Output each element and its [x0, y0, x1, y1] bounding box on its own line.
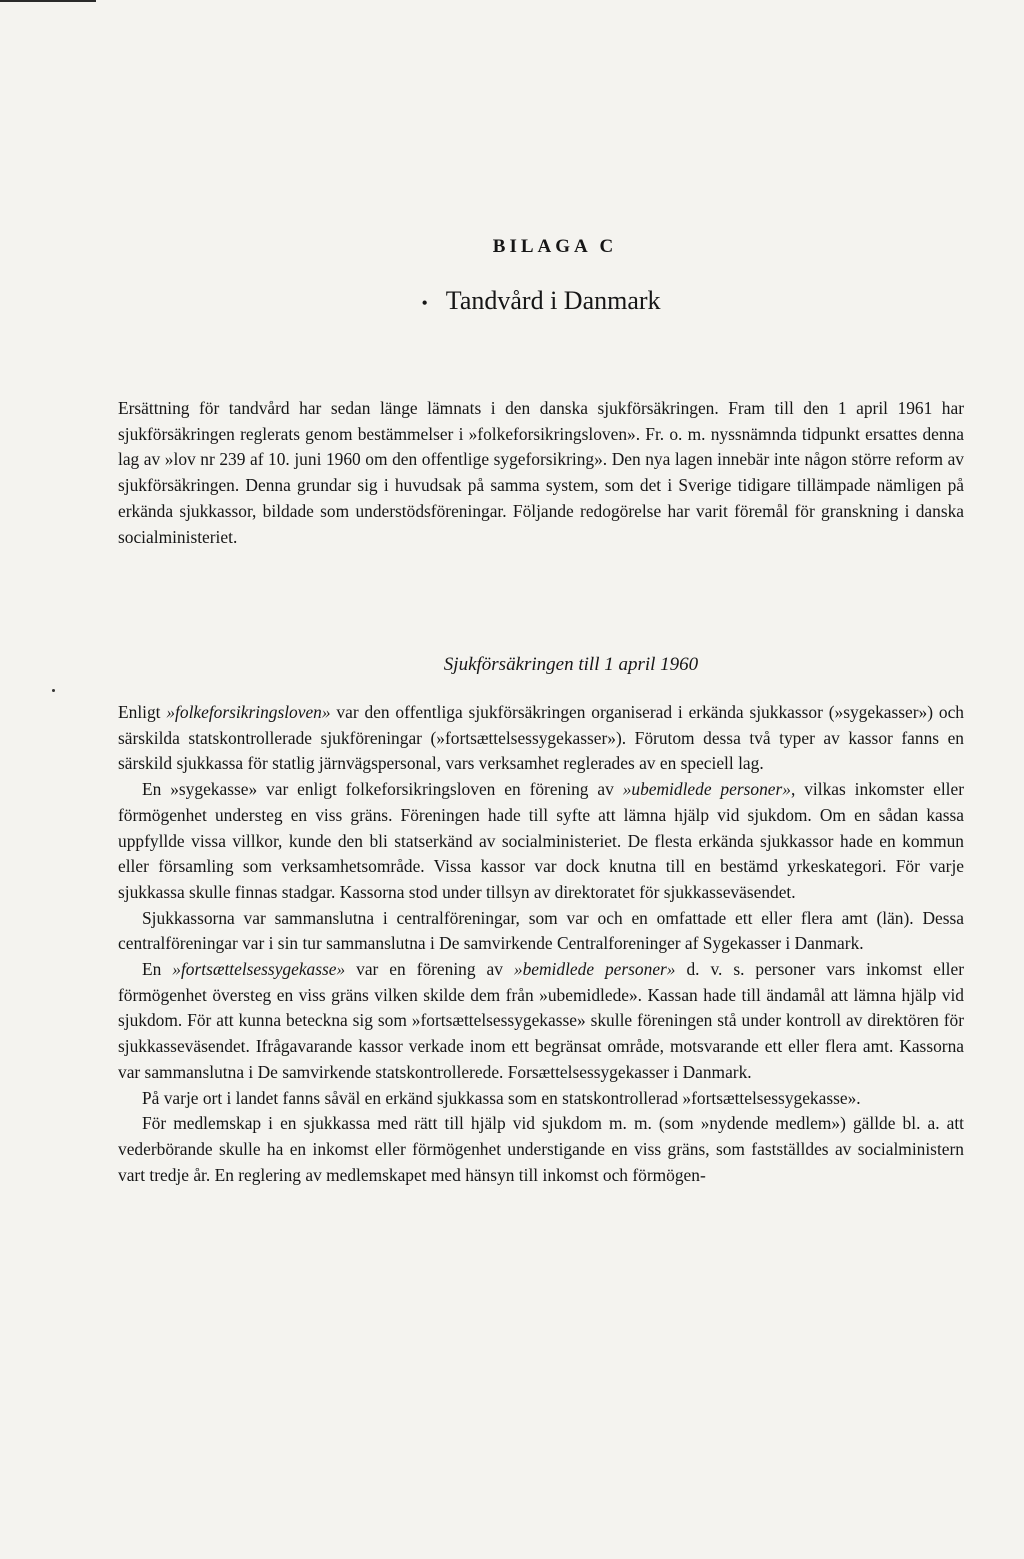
- p2-term: »ubemidlede personer»: [622, 779, 791, 800]
- paragraph-3: Sjukkassorna var sammanslutna i centralföreningar, som var och en omfattade ett eller flera amt (län). Dessa centralföreningar var i sin tur sammanslutna i De samvirkende Centralforeninger af Sygekasser i Danmark.: [118, 907, 964, 954]
- paragraph-2: [118, 777, 964, 906]
- p4-prefix: En: [142, 959, 173, 980]
- p2-prefix: En »sygekasse» var enligt folkeforsikringsloven en förening av: [142, 779, 623, 800]
- paragraph-1: [118, 700, 964, 777]
- p1-law-term: »folkeforsikringsloven»: [166, 702, 331, 722]
- p1-prefix: Enligt: [118, 702, 167, 722]
- bullet-icon: •: [421, 292, 428, 313]
- paragraph-5: På varje ort i landet fanns såväl en erkänd sjukkassa som en statskontrollerad »fortsættelsessygekasse».: [142, 1087, 861, 1108]
- appendix-label: BILAGA C: [492, 236, 618, 257]
- p2-rest: , vilkas inkomster eller förmögenhet understeg en viss gräns. Föreningen hade till syfte att lämna hjälp vid sjukdom. Om en sådan kassa uppfyllde vissa villkor, kunde den bli statserkänd av socialministeriet. De flesta erkända sjukkassor hade en kommun eller församling som verksamhetsområde. Vissa kassor var dock knutna till en bestämd yrkeskategori. För varje sjukkassa skulle finnas stadgar. Kassorna stod under tillsyn av direktoratet för sjukkasseväsendet.: [118, 779, 964, 902]
- scan-edge-rule: [0, 0, 96, 2]
- section-body: [118, 700, 964, 1188]
- section-heading: Sjukförsäkringen till 1 april 1960: [443, 654, 699, 675]
- p4-rest: d. v. s. personer vars inkomst eller förmögenhet översteg en viss gräns vilken skilde dem från »ubemidlede». Kassan hade till ändamål att lämna hjälp vid sjukdom. För att kunna beteckna sig som »fortsættelsessygekasse» skulle föreningen stå under kontroll av direktören för sjukkasseväsendet. Ifrågavarande kassor verkade inom ett begränsat område, motsvarande ett eller flera amt. Kassorna var sammanslutna i De samvirkende statskontrollerede. Forsættelsessygekasser i Danmark.: [118, 959, 964, 1082]
- intro-block: [118, 396, 964, 550]
- p4-term-1: »fortsættelsessygekasse»: [172, 959, 346, 980]
- chapter-title-text: Tandvård i Danmark: [445, 286, 661, 315]
- p4-mid: var en förening av: [345, 959, 514, 980]
- paragraph-6: För medlemskap i en sjukkassa med rätt till hjälp vid sjukdom m. m. (som »nydende medlem») gällde bl. a. att vederbörande skulle ha en inkomst eller förmögenhet understigande en viss gräns, som fastställdes av socialministern vart tredje år. En reglering av medlemskapet med hänsyn till inkomst och förmögen-: [118, 1113, 964, 1185]
- chapter-title: [118, 286, 964, 316]
- p1-rest: var den offentliga sjukförsäkringen organiserad i erkända sjukkassor (»sygekasser») och särskilda statskontrollerade sjukföreningar (»fortsættelsessygekasser»). Förutom dessa två typer av kassor fanns en särskild sjukkassa för statlig järnvägspersonal, vars verksamhet reglerades av en speciell lag.: [118, 702, 964, 774]
- paragraph-4: [118, 957, 964, 1086]
- intro-paragraph: Ersättning för tandvård har sedan länge lämnats i den danska sjukförsäkringen. Fram till den 1 april 1961 har sjukförsäkringen reglerats genom bestämmelser i »folkeforsikringsloven». Fr. o. m. nyssnämnda tidpunkt ersattes denna lag av »lov nr 239 af 10. juni 1960 om den offentlige sygeforsikring». Den nya lagen innebär inte någon större reform av sjukförsäkringen. Denna grundar sig i huvudsak på samma system, som det i Sverige tidigare tillämpade nämligen på erkända sjukkassor, bildade som understödsföreningar. Följande redogörelse har varit föremål för granskning i danska socialministeriet.: [118, 398, 964, 547]
- margin-speck: [52, 689, 55, 692]
- p4-term-2: »bemidlede personer»: [513, 959, 676, 980]
